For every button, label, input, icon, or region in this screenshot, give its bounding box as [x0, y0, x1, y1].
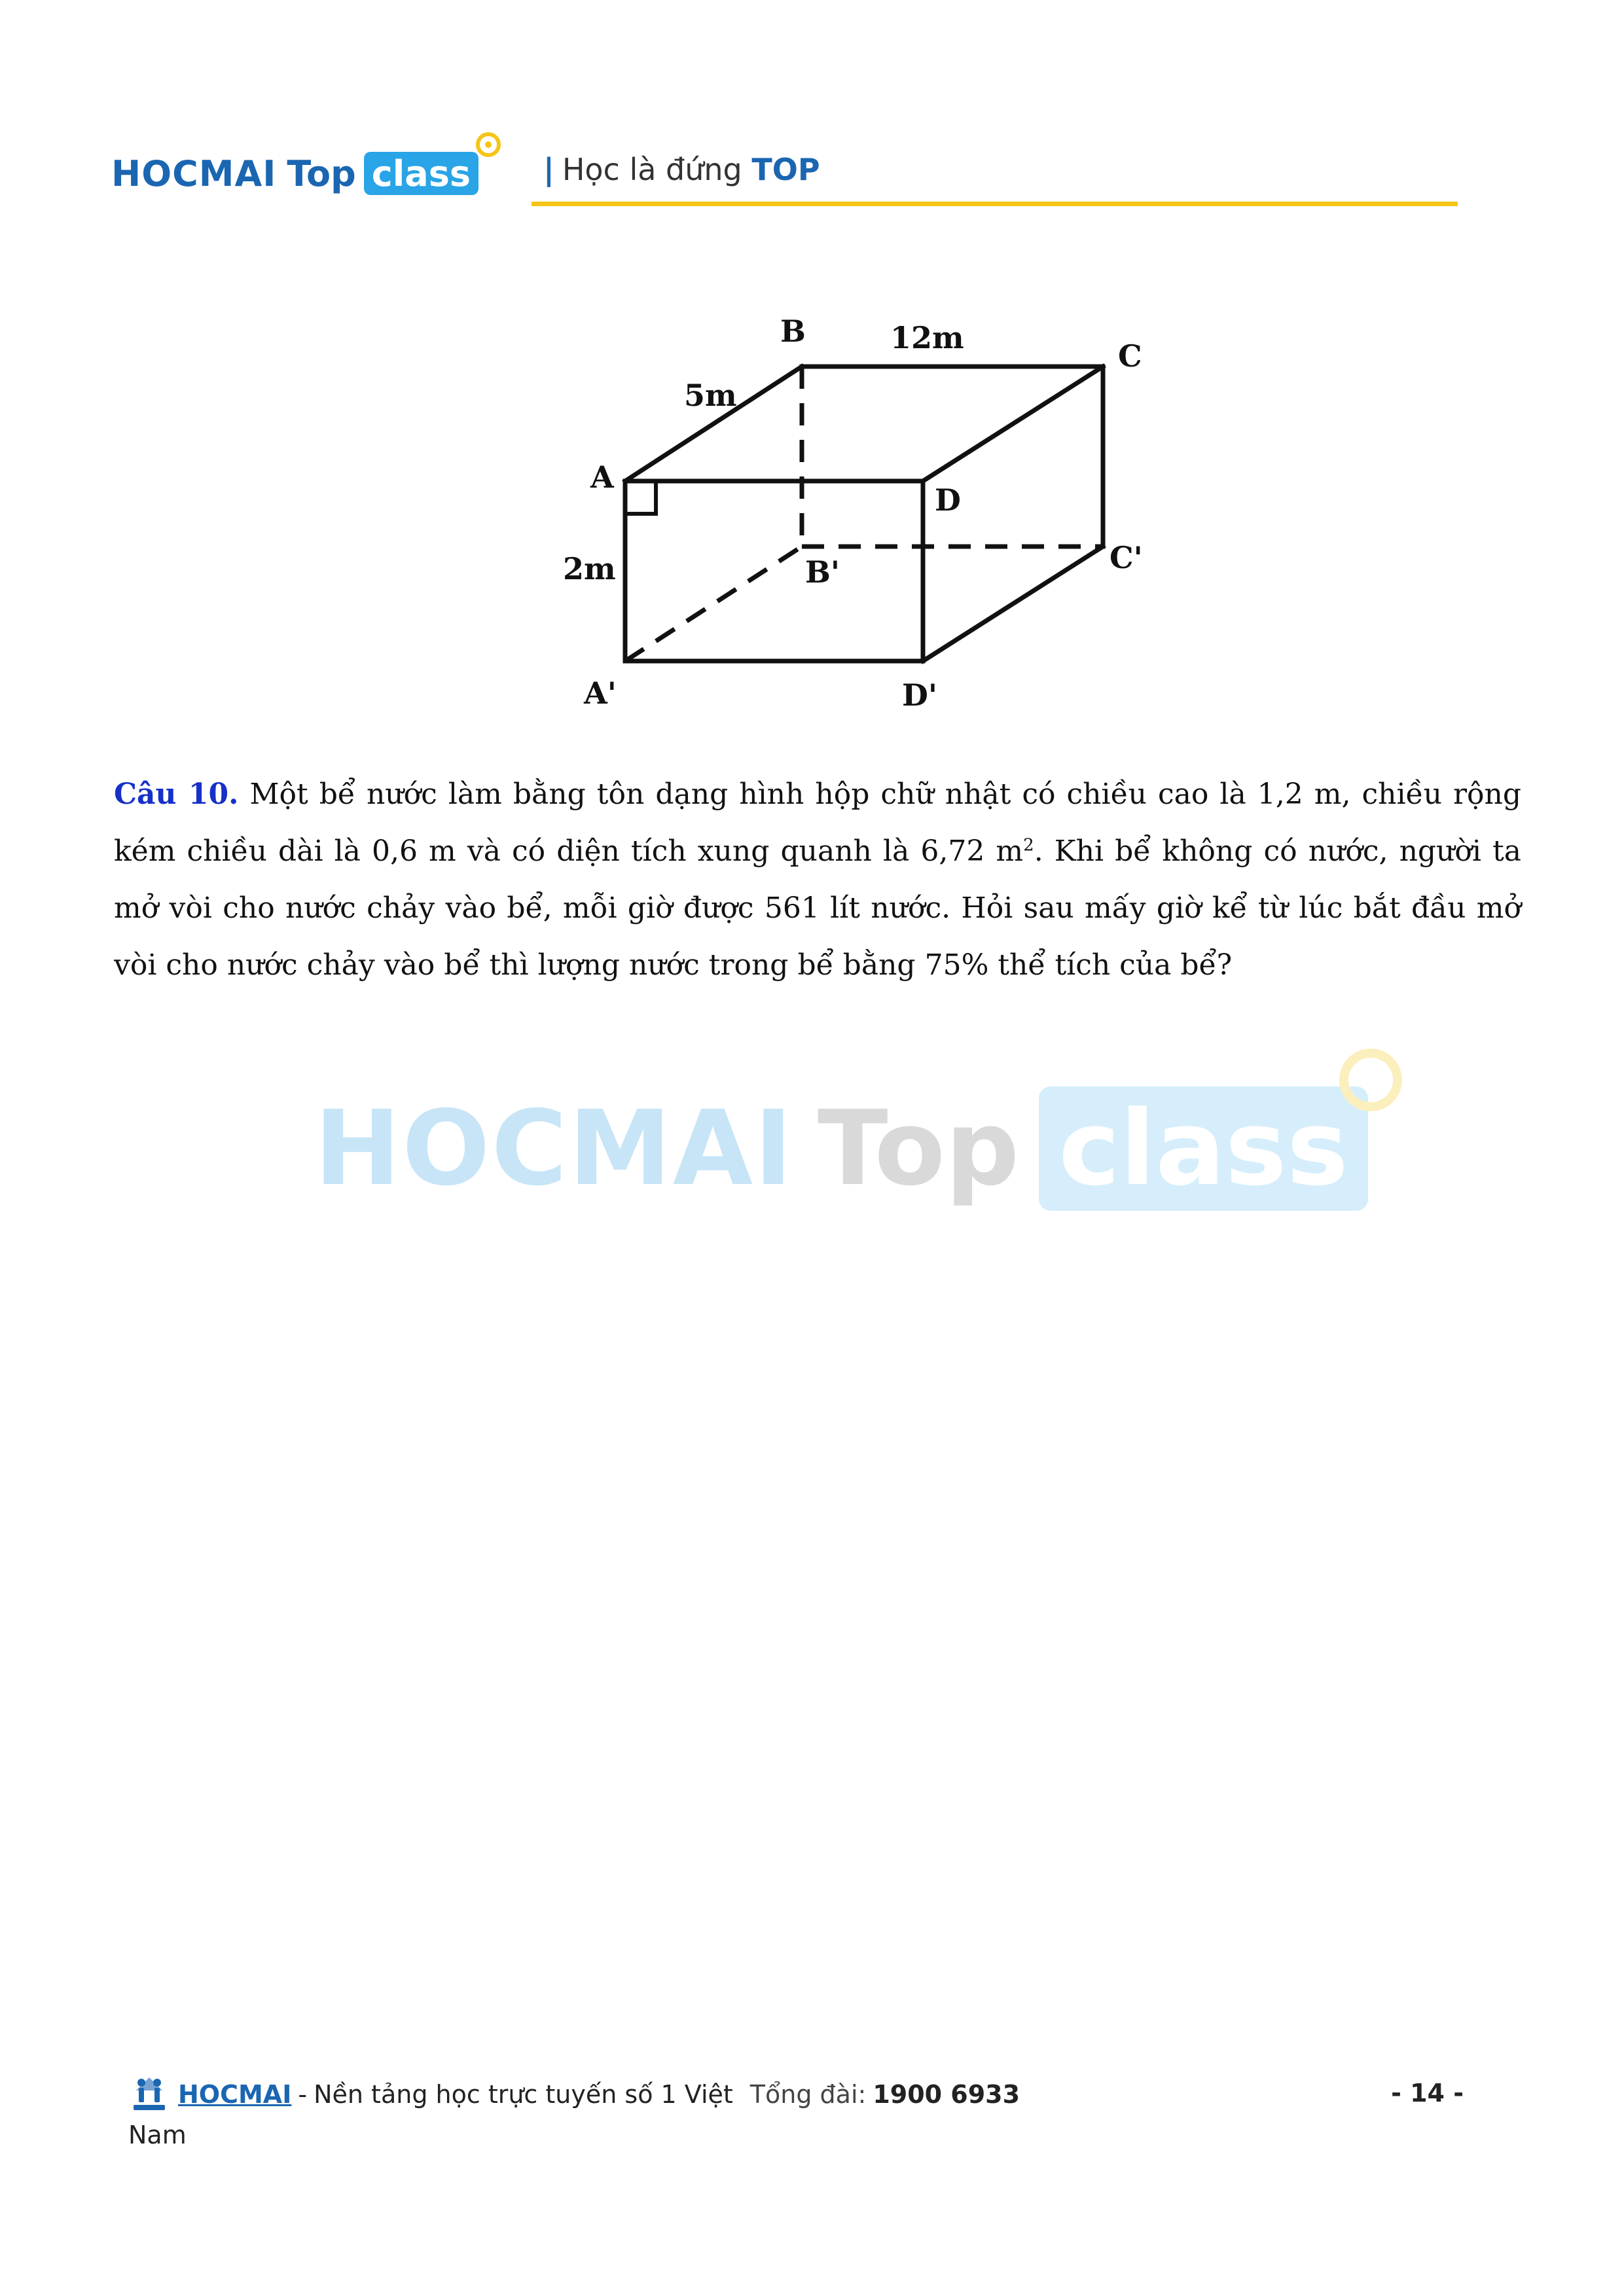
math-area-exponent: 2: [1023, 835, 1034, 855]
logo-class-badge: [364, 152, 478, 195]
label-B: B: [780, 314, 806, 349]
header-logo: [111, 141, 478, 206]
math-percent: 75%: [924, 948, 989, 982]
label-A: A: [590, 459, 614, 495]
label-C: C: [1118, 338, 1142, 374]
box-diagram: [497, 301, 1218, 720]
logo-top-text: Top: [287, 152, 356, 194]
label-length-AB: 5m: [684, 378, 737, 413]
math-area-value: 6,72 m: [920, 834, 1024, 868]
footer-brand-link[interactable]: HOCMAI: [178, 2080, 292, 2109]
watermark-class: class: [1058, 1088, 1348, 1209]
logo-class-text: class: [371, 152, 471, 194]
footer-separator: -: [298, 2080, 308, 2109]
question-text-6: thể tích của bể?: [988, 948, 1233, 982]
edge-D1C1: [923, 547, 1103, 661]
footer-tagline: Nền tảng học trực tuyến số 1 Việt: [314, 2080, 733, 2109]
page-number: - 14 -: [1391, 2079, 1464, 2108]
watermark-class-badge: [1039, 1086, 1368, 1211]
box-figure: [497, 301, 1218, 723]
question-text-4: . Khi bể không có nước, người ta mở vòi cho nước chảy vào bể, mỗi giờ được: [114, 834, 1521, 925]
watermark-top: Top: [817, 1088, 1020, 1209]
math-difference: 0,6 m: [371, 834, 456, 868]
hocmai-house-icon: [128, 2073, 170, 2115]
question-text-3: và có diện tích xung quanh là: [456, 834, 921, 868]
label-C1: C': [1110, 540, 1143, 575]
header-slogan: [543, 152, 820, 187]
label-length-AA1: 2m: [563, 551, 616, 586]
watermark-sun-icon: [1339, 1049, 1402, 1111]
math-rate: 561: [764, 891, 820, 925]
math-height: 1,2 m: [1257, 778, 1342, 811]
slogan-bar: |: [543, 152, 554, 187]
right-angle-marker: [625, 481, 656, 514]
watermark-logo: [314, 1086, 1368, 1211]
sun-icon: [476, 132, 501, 157]
question-label: Câu 10.: [114, 778, 239, 811]
label-D: D: [935, 482, 961, 518]
watermark-hocmai: HOCMAI: [314, 1088, 794, 1209]
slogan-text: Học là đứng: [562, 152, 742, 187]
footer-hotline-number: 1900 6933: [873, 2080, 1020, 2109]
math-area: [920, 834, 1034, 868]
label-D1: D': [902, 677, 937, 713]
edge-DC: [923, 367, 1103, 481]
page-footer: [128, 2073, 1464, 2149]
logo-hocmai-text: HOCMAI: [111, 152, 277, 194]
label-A1: A': [584, 675, 617, 711]
slogan-top: TOP: [751, 152, 820, 187]
question-text-5: lít nước. Hỏi sau mấy giờ kể từ lúc bắt đầu mở vòi cho nước chảy vào bể thì lượng nước trong bể bằng: [114, 891, 1521, 982]
question-10: [114, 766, 1521, 994]
header-divider: [532, 202, 1458, 206]
footer-tagline-wrap: Nam: [128, 2121, 187, 2149]
question-text-1: Một bể nước làm bằng tôn dạng hình hộp chữ nhật có chiều cao là: [238, 778, 1257, 811]
question-text-2: , chiều rộng kém chiều dài là: [114, 778, 1521, 868]
edge-A1B1-hidden: [625, 547, 802, 661]
label-length-BC: 12m: [890, 320, 964, 355]
label-B1: B': [805, 554, 840, 590]
footer-hotline-label: Tổng đài:: [749, 2080, 867, 2109]
footer-line: [128, 2073, 1464, 2115]
